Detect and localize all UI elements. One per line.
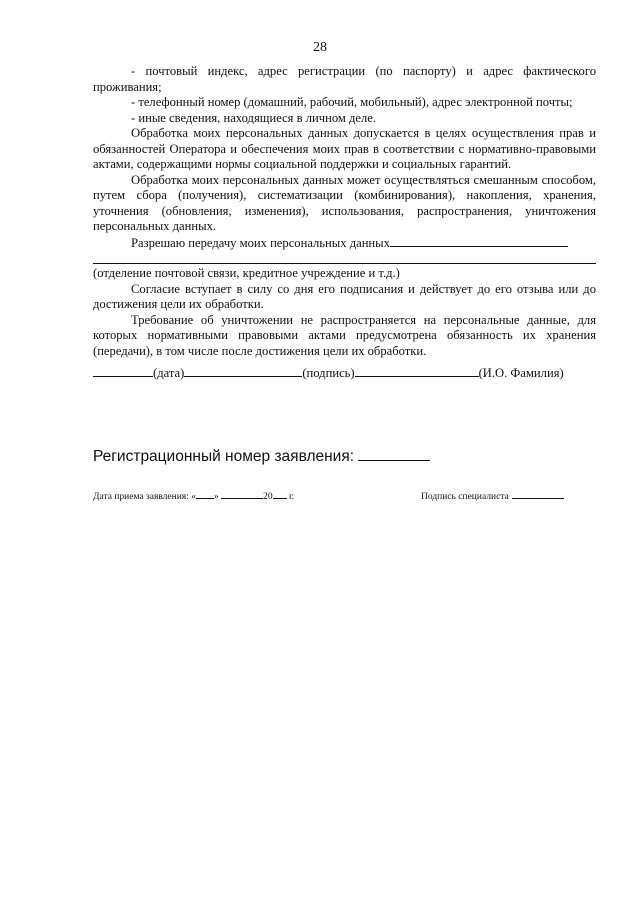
name-label: (И.О. Фамилия) bbox=[478, 366, 564, 380]
specialist-signature-line[interactable] bbox=[512, 490, 564, 499]
specialist-label: Подпись специалиста bbox=[421, 492, 509, 502]
receipt-month-line[interactable] bbox=[221, 490, 263, 499]
transfer-input-line[interactable] bbox=[390, 235, 568, 247]
registration-row bbox=[93, 446, 430, 466]
paragraph-transfer bbox=[93, 235, 596, 252]
registration-label: Регистрационный номер заявления: bbox=[93, 448, 355, 465]
date-label: (дата) bbox=[153, 366, 185, 380]
receipt-date-prefix: Дата приема заявления: « bbox=[93, 492, 196, 502]
date-line[interactable] bbox=[93, 365, 153, 377]
paragraph-method: Обработка моих персональных данных может осуществляться смешанным способом, путем сбора (получения), систематизации (комбинирования), накопления, хранения, уточнения (обновления, изменения), использования, распространения, уничтожения персональных данных. bbox=[93, 172, 596, 233]
receipt-day-line[interactable] bbox=[196, 490, 214, 499]
receipt-date-row bbox=[93, 490, 294, 502]
paragraph-purpose: Обработка моих персональных данных допускается в целях осуществления прав и обязанностей Оператора и обеспечения моих прав в соответствии с нормативно-правовыми актами, содержащими нормы социальной поддержки и социальных гарантий. bbox=[93, 126, 596, 171]
signature-label: (подпись) bbox=[302, 366, 355, 380]
receipt-date-mid: » bbox=[213, 492, 219, 502]
list-item-phone: - телефонный номер (домашний, рабочий, мобильный), адрес электронной почты; bbox=[131, 95, 573, 109]
name-line[interactable] bbox=[355, 365, 479, 377]
signature-row bbox=[93, 365, 596, 381]
page-number: 28 bbox=[313, 40, 327, 55]
transfer-label: Разрешаю передачу моих персональных данных bbox=[131, 235, 390, 250]
receipt-century: 20 bbox=[263, 492, 273, 502]
transfer-hint: (отделение почтовой связи, кредитное учреждение и т.д.) bbox=[93, 266, 400, 280]
registration-number-line[interactable] bbox=[358, 446, 430, 461]
list-item-other: - иные сведения, находящиеся в личном деле. bbox=[131, 110, 377, 125]
transfer-second-line[interactable] bbox=[93, 254, 596, 264]
consent-text bbox=[93, 64, 596, 359]
receipt-year-suffix: г. bbox=[288, 492, 295, 502]
signature-line[interactable] bbox=[184, 365, 302, 377]
paragraph-validity: Согласие вступает в силу со дня его подписания и действует до его отзыва или до достижения цели их обработки. bbox=[93, 281, 596, 311]
list-item-address: - почтовый индекс, адрес регистрации (по паспорту) и адрес фактического проживания; bbox=[93, 64, 596, 94]
receipt-year-line[interactable] bbox=[273, 490, 287, 499]
specialist-signature-row bbox=[421, 490, 564, 502]
paragraph-destruction: Требование об уничтожении не распространяется на персональные данные, для которых нормативными правовыми актами предусмотрена обязанность их хранения (передачи), в том числе после достижения цели их обработки. bbox=[93, 312, 596, 358]
